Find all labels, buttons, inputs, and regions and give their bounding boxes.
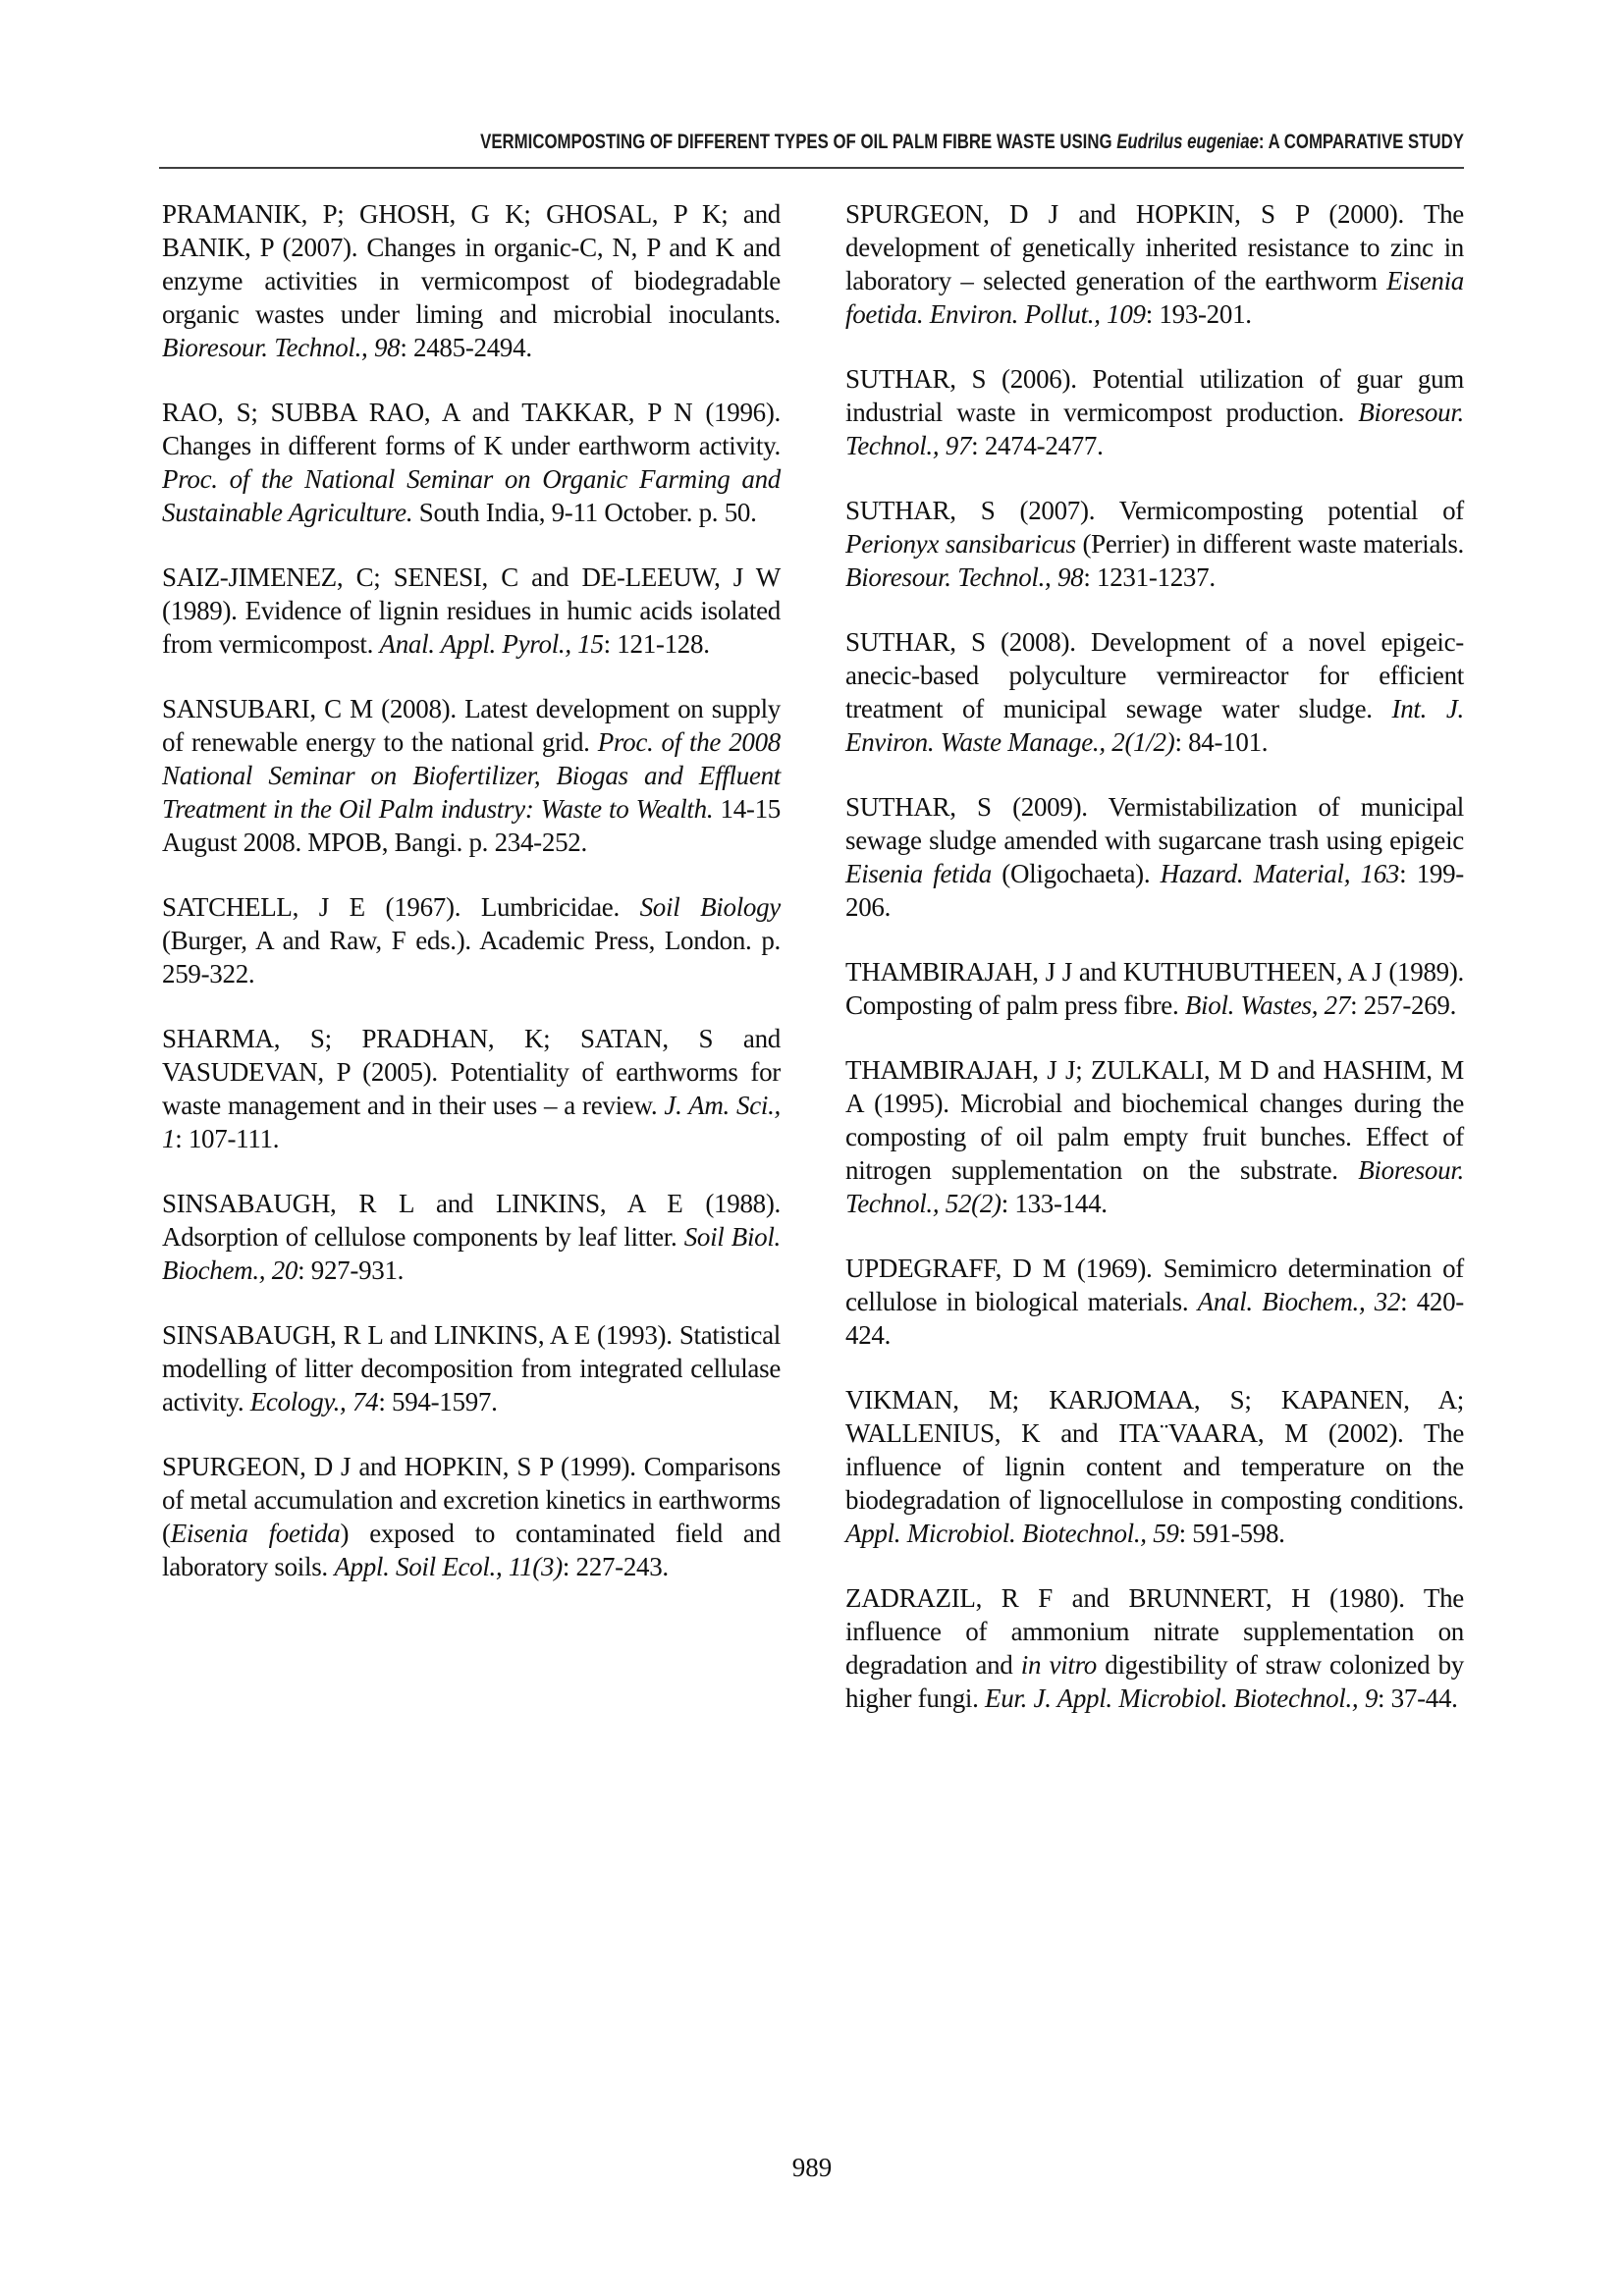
reference-text: (Oligochaeta). <box>991 859 1161 888</box>
reference-item <box>845 1383 1464 1550</box>
reference-italic-text: Ecology., 74 <box>249 1387 379 1416</box>
reference-text: : 227-243. <box>562 1552 669 1581</box>
reference-text: : 193-201. <box>1145 299 1252 329</box>
reference-text: ZADRAZIL, R F and BRUNNERT, H (1980). The influence of ammonium nitrate supplementation on degradation and <box>845 1583 1464 1680</box>
reference-item <box>162 1022 781 1155</box>
references-section <box>162 197 1464 1746</box>
reference-item <box>162 692 781 859</box>
reference-text: SINSABAUGH, R L and LINKINS, A E (1993). Statistical modelling of litter decomposition from integrated cellulase activity. <box>162 1320 781 1416</box>
reference-italic-text: Bioresour. Technol., 52(2) <box>845 1155 1464 1218</box>
reference-item <box>845 197 1464 331</box>
reference-text: : 2485-2494. <box>400 333 532 362</box>
reference-text: SAIZ-JIMENEZ, C; SENESI, C and DE-LEEUW, J W (1989). Evidence of lignin residues in humic acids isolated from vermicompost. <box>162 562 781 659</box>
reference-item <box>162 1450 781 1583</box>
reference-item <box>162 1187 781 1287</box>
reference-text: : 927-931. <box>298 1255 405 1285</box>
reference-text: (Perrier) in different waste materials. <box>1075 529 1464 559</box>
reference-item <box>845 1053 1464 1220</box>
reference-text: THAMBIRAJAH, J J; ZULKALI, M D and HASHIM, M A (1995). Microbial and biochemical changes during the composting of oil palm empty fruit bunches. Effect of nitrogen supplementation on the substrate. <box>845 1055 1464 1185</box>
reference-item <box>845 494 1464 594</box>
reference-text: SUTHAR, S (2006). Potential utilization of guar gum industrial waste in vermicompost production. <box>845 364 1464 427</box>
reference-text: SANSUBARI, C M (2008). Latest development on supply of renewable energy to the national grid. <box>162 694 781 757</box>
reference-italic-text: Bioresour. Technol., 97 <box>845 398 1464 460</box>
reference-text: ) exposed to contaminated field and laboratory soils. <box>162 1519 782 1581</box>
header-rule <box>159 167 1464 169</box>
reference-italic-text: Eur. J. Appl. Microbiol. Biotechnol., 9 <box>985 1683 1379 1713</box>
reference-italic-text: Bioresour. Technol., 98 <box>845 562 1084 592</box>
running-head-suffix: : A COMPARATIVE STUDY <box>1258 131 1464 153</box>
reference-item <box>845 790 1464 924</box>
reference-italic-text: Anal. Biochem., 32 <box>1197 1287 1401 1316</box>
reference-item <box>162 396 781 529</box>
reference-text: RAO, S; SUBBA RAO, A and TAKKAR, P N (1996). Changes in different forms of K under earthworm activity. <box>162 398 781 460</box>
reference-text: SUTHAR, S (2007). Vermicomposting potential of <box>845 496 1464 525</box>
running-head-text: VERMICOMPOSTING OF DIFFERENT TYPES OF OIL PALM FIBRE WASTE USING <box>480 131 1117 153</box>
reference-italic-text: Int. J. Environ. Waste Manage., 2(1/2) <box>845 694 1464 757</box>
reference-text: SUTHAR, S (2008). Development of a novel epigeic-anecic-based polyculture vermireactor for efficient treatment of municipal sewage water sludge. <box>845 627 1464 723</box>
reference-text: digestibility of straw colonized by higher fungi. <box>845 1650 1464 1713</box>
reference-text: : 591-598. <box>1178 1519 1285 1548</box>
reference-text: UPDEGRAFF, D M (1969). Semimicro determination of cellulose in biological materials. <box>845 1254 1464 1316</box>
reference-italic-text: Proc. of the 2008 National Seminar on Biofertilizer, Biogas and Effluent Treatment in the Oil Palm industry: Waste to Wealth. <box>162 727 782 824</box>
running-head-species-italic: Eudrilus eugeniae <box>1116 131 1259 153</box>
reference-text: 14-15 August 2008. MPOB, Bangi. p. 234-252. <box>162 794 781 857</box>
reference-item <box>845 1581 1464 1715</box>
reference-item <box>162 197 781 364</box>
reference-text: (Burger, A and Raw, F eds.). Academic Press, London. p. 259-322. <box>162 926 781 988</box>
reference-item <box>162 561 781 661</box>
reference-item <box>162 1318 781 1418</box>
reference-italic-text: Eisenia foetida. Environ. Pollut., 109 <box>845 266 1464 329</box>
reference-text: SUTHAR, S (2009). Vermistabilization of municipal sewage sludge amended with sugarcane trash using epigeic <box>845 792 1464 855</box>
reference-text: : 37-44. <box>1378 1683 1458 1713</box>
reference-item <box>845 955 1464 1022</box>
reference-text: : 257-269. <box>1350 990 1457 1020</box>
references-column-right <box>845 197 1464 1746</box>
reference-item <box>845 625 1464 759</box>
reference-italic-text: Appl. Microbiol. Biotechnol., 59 <box>845 1519 1179 1548</box>
reference-italic-text: Anal. Appl. Pyrol., 15 <box>379 629 604 659</box>
reference-text: : 2474-2477. <box>971 431 1104 460</box>
reference-italic-text: Soil Biology <box>639 892 781 922</box>
reference-text: : 420-424. <box>845 1287 1464 1350</box>
reference-text: PRAMANIK, P; GHOSH, G K; GHOSAL, P K; and BANIK, P (2007). Changes in organic-C, N, P and K and enzyme activities in vermicompost of biodegradable organic wastes under liming and microbial inoculants. <box>162 199 781 329</box>
reference-text: VIKMAN, M; KARJOMAA, S; KAPANEN, A; WALLENIUS, K and ITA¨VAARA, M (2002). The influence of lignin content and temperature on the biodegradation of lignocellulose in composting conditions. <box>845 1385 1464 1515</box>
reference-italic-text: Eisenia fetida <box>845 859 992 888</box>
reference-item <box>162 890 781 990</box>
reference-text: THAMBIRAJAH, J J and KUTHUBUTHEEN, A J (1989). Composting of palm press fibre. <box>845 957 1464 1020</box>
reference-text: SPURGEON, D J and HOPKIN, S P (2000). The development of genetically inherited resistance to zinc in laboratory – selected generation of the earthworm <box>845 199 1464 295</box>
references-column-left <box>162 197 781 1746</box>
reference-text: : 199-206. <box>845 859 1464 922</box>
reference-text: : 1231-1237. <box>1083 562 1216 592</box>
reference-text: SPURGEON, D J and HOPKIN, S P (1999). Comparisons of metal accumulation and excretion kinetics in earthworms ( <box>162 1452 781 1548</box>
reference-italic-text: Perionyx sansibaricus <box>845 529 1076 559</box>
running-head <box>207 131 1464 154</box>
reference-italic-text: Soil Biol. Biochem., 20 <box>162 1222 782 1285</box>
reference-italic-text: Appl. Soil Ecol., 11(3) <box>334 1552 563 1581</box>
reference-italic-text: in vitro <box>1020 1650 1097 1680</box>
reference-text: South India, 9-11 October. p. 50. <box>412 498 757 527</box>
reference-italic-text: Bioresour. Technol., 98 <box>162 333 401 362</box>
reference-text: : 107-111. <box>175 1124 280 1153</box>
reference-text: : 133-144. <box>1001 1189 1108 1218</box>
reference-text: SATCHELL, J E (1967). Lumbricidae. <box>162 892 640 922</box>
reference-italic-text: Hazard. Material, 163 <box>1160 859 1400 888</box>
reference-item <box>845 1252 1464 1352</box>
reference-text: SHARMA, S; PRADHAN, K; SATAN, S and VASUDEVAN, P (2005). Potentiality of earthworms for waste management and in their uses – a review. <box>162 1024 781 1120</box>
reference-text: : 121-128. <box>603 629 710 659</box>
reference-text: : 84-101. <box>1174 727 1269 757</box>
reference-italic-text: Eisenia foetida <box>170 1519 341 1548</box>
page-number: 989 <box>791 2153 833 2182</box>
reference-text: : 594-1597. <box>378 1387 498 1416</box>
reference-italic-text: Proc. of the National Seminar on Organic Farming and Sustainable Agriculture. <box>162 464 781 527</box>
reference-italic-text: J. Am. Sci., 1 <box>162 1091 782 1153</box>
reference-text: SINSABAUGH, R L and LINKINS, A E (1988). Adsorption of cellulose components by leaf litter. <box>162 1189 781 1252</box>
reference-item <box>845 362 1464 462</box>
reference-italic-text: Biol. Wastes, 27 <box>1184 990 1351 1020</box>
